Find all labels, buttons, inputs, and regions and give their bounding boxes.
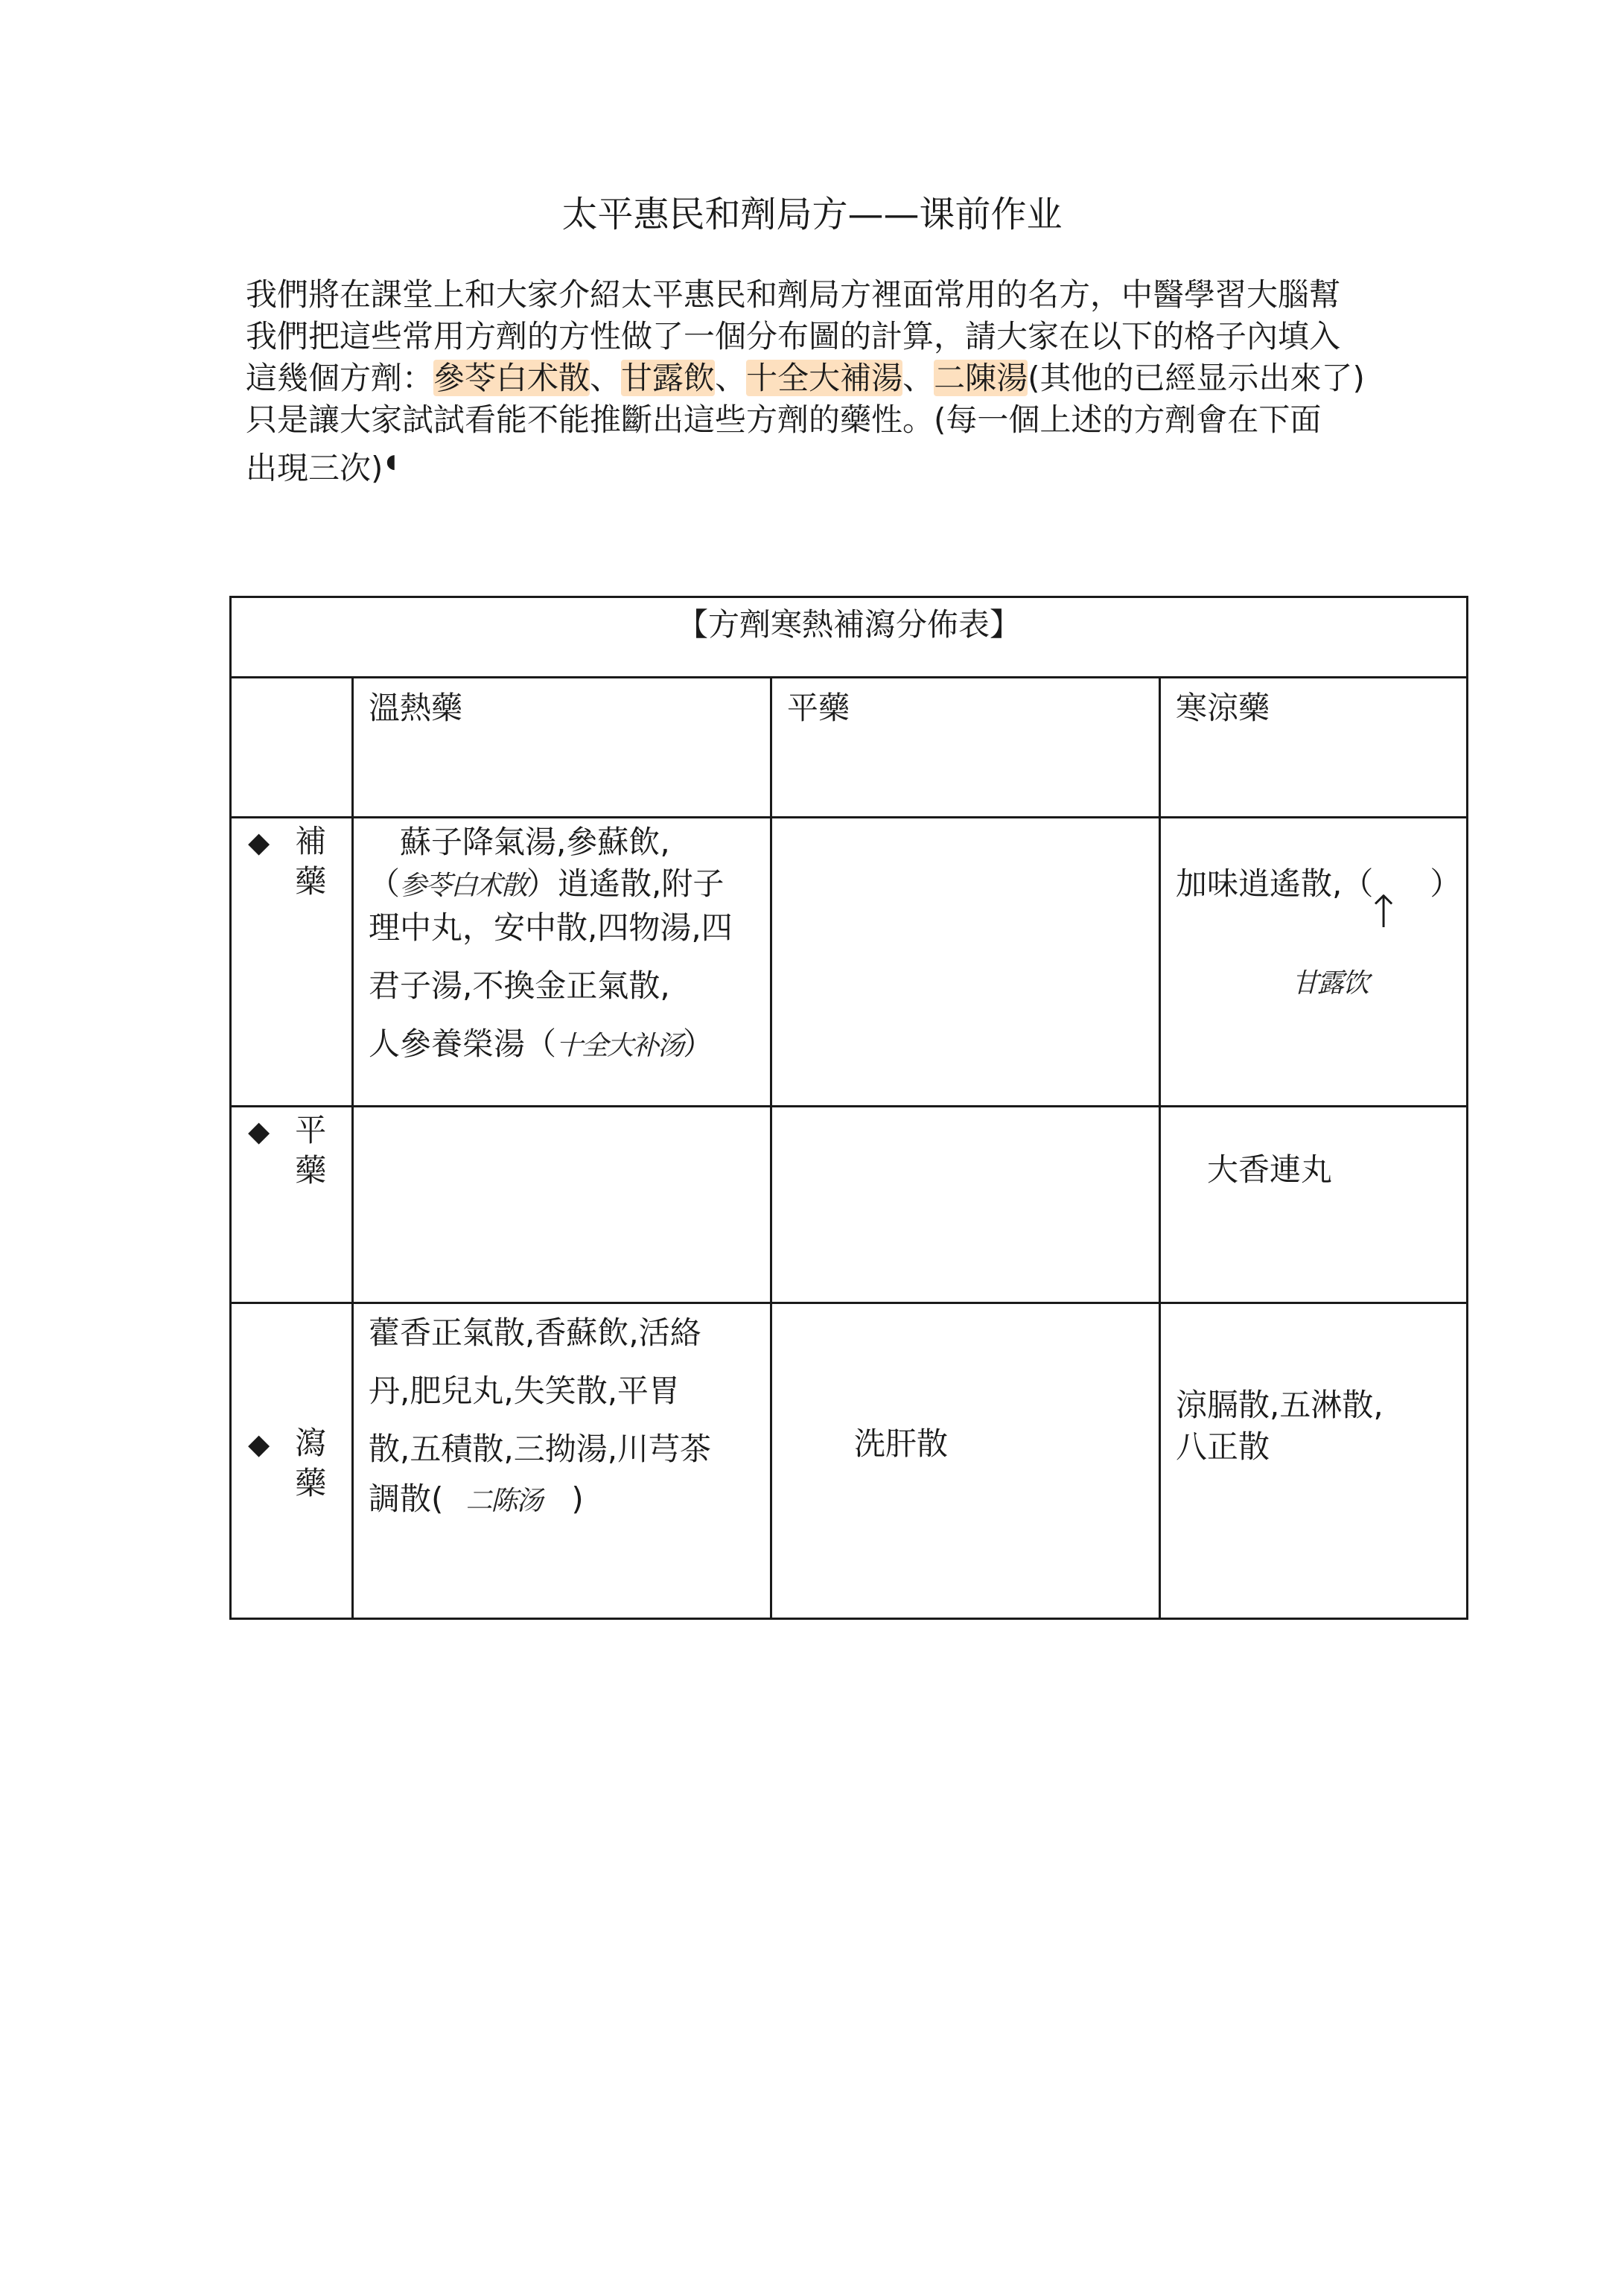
handwritten-answer: 二陈汤: [465, 1486, 542, 1516]
diamond-icon: ◆: [248, 1428, 270, 1460]
highlight-formula-2: 甘露飲: [621, 360, 716, 396]
pointer-icon: ◖: [386, 451, 397, 473]
cell-purge-warm: [354, 1304, 770, 1618]
intro-paragraph: [246, 274, 1407, 489]
cell-neutral-cold: 大香連丸: [1207, 1151, 1333, 1188]
intro-line-3-prefix: 這幾個方劑：: [246, 360, 434, 396]
grid-line: [232, 816, 1466, 818]
intro-line-5: [246, 441, 1407, 489]
up-arrow-icon: ↑: [1365, 886, 1403, 938]
table-caption: 【方劑寒熱補瀉分佈表】: [676, 606, 1021, 643]
cell-purge-cold: [1161, 1304, 1466, 1618]
cell-line: [369, 821, 770, 863]
row-label-neutral: [232, 1110, 351, 1302]
paren: （: [369, 865, 401, 902]
col-header-cold: 寒涼藥: [1176, 690, 1270, 726]
grid-line: [232, 1105, 1466, 1107]
diamond-icon: ◆: [248, 1115, 270, 1148]
cell-neutral-neutral: [772, 1110, 1159, 1302]
handwritten-answer: 十全大补汤: [556, 1031, 684, 1061]
paren: ）: [526, 865, 558, 902]
cell-tonify-warm: [354, 821, 770, 1105]
cell-line: 涼膈散,五淋散,: [1176, 1387, 1383, 1423]
cell-tonify-neutral: [772, 821, 1159, 1105]
highlight-formula-3: 十全大補湯: [746, 360, 903, 396]
handwritten-answer: 参苓白术散: [400, 871, 527, 901]
row-label-text: 補藥: [295, 823, 327, 900]
page-title: 太平惠民和劑局方——课前作业: [561, 194, 1063, 235]
cell-line: [369, 863, 770, 907]
cell-line: 理中丸，安中散,四物湯,四: [369, 909, 733, 946]
paren: ): [571, 1481, 584, 1517]
intro-line-1: 我們將在課堂上和大家介紹太平惠民和劑局方裡面常用的名方，中醫學習大腦幫: [246, 276, 1341, 313]
highlight-formula-4: 二陳湯: [934, 360, 1028, 396]
cell-tonify-cold: [1161, 821, 1466, 1105]
intro-line-3: [246, 357, 1407, 399]
cell-line: 丹,肥兒丸,失笑散,平胃: [369, 1373, 681, 1409]
handwritten-answer: 甘露饮: [1292, 968, 1369, 999]
row-label-text: 瀉藥: [295, 1425, 327, 1501]
col-header-warm: 溫熱藥: [369, 690, 463, 726]
intro-line-3-suffix: (其他的已經显示出來了): [1028, 360, 1365, 396]
cell-line: 八正散: [1176, 1428, 1270, 1465]
cell-purge-neutral: 洗肝散: [854, 1425, 949, 1462]
cell-neutral-warm: [354, 1110, 770, 1302]
intro-line-4: 只是讓大家試試看能不能推斷出這些方劑的藥性。(每一個上述的方劑會在下面: [246, 401, 1322, 438]
row-label-purge: [232, 1304, 351, 1618]
separator: 、: [902, 360, 934, 396]
row-label-tonify: [232, 821, 351, 1105]
intro-line-2: 我們把這些常用方劑的方性做了一個分布圖的計算，請大家在以下的格子內填入: [246, 318, 1341, 354]
cell-line-text: 逍遙散,附子: [558, 865, 725, 902]
row-label-text: 平藥: [295, 1112, 327, 1189]
paren: ）: [1430, 865, 1462, 902]
cell-line-text: 人參養榮湯（: [369, 1025, 557, 1062]
cell-line-text: 調散(: [369, 1481, 444, 1517]
col-header-neutral: 平藥: [787, 690, 850, 726]
separator: 、: [715, 360, 747, 396]
separator: 、: [590, 360, 622, 396]
distribution-table: [229, 596, 1468, 1620]
cell-line: [1176, 863, 1461, 905]
cell-line-text: 加味逍遙散,（: [1176, 865, 1374, 902]
intro-line-5-text: 出現三次): [246, 450, 383, 486]
cell-line: [369, 1023, 770, 1067]
cell-line: 藿香正氣散,香蘇飲,活絡: [369, 1314, 701, 1351]
cell-line: [369, 1478, 770, 1522]
highlight-formula-1: 參苓白术散: [433, 360, 590, 396]
cell-line: 散,五積散,三拗湯,川芎茶: [369, 1431, 712, 1467]
diamond-icon: ◆: [248, 826, 270, 859]
paren: ）: [683, 1025, 715, 1062]
cell-line-text: 蘇子降氣湯,參蘇飲,: [400, 824, 670, 860]
cell-line: 君子湯,不換金正氣散,: [369, 967, 670, 1004]
